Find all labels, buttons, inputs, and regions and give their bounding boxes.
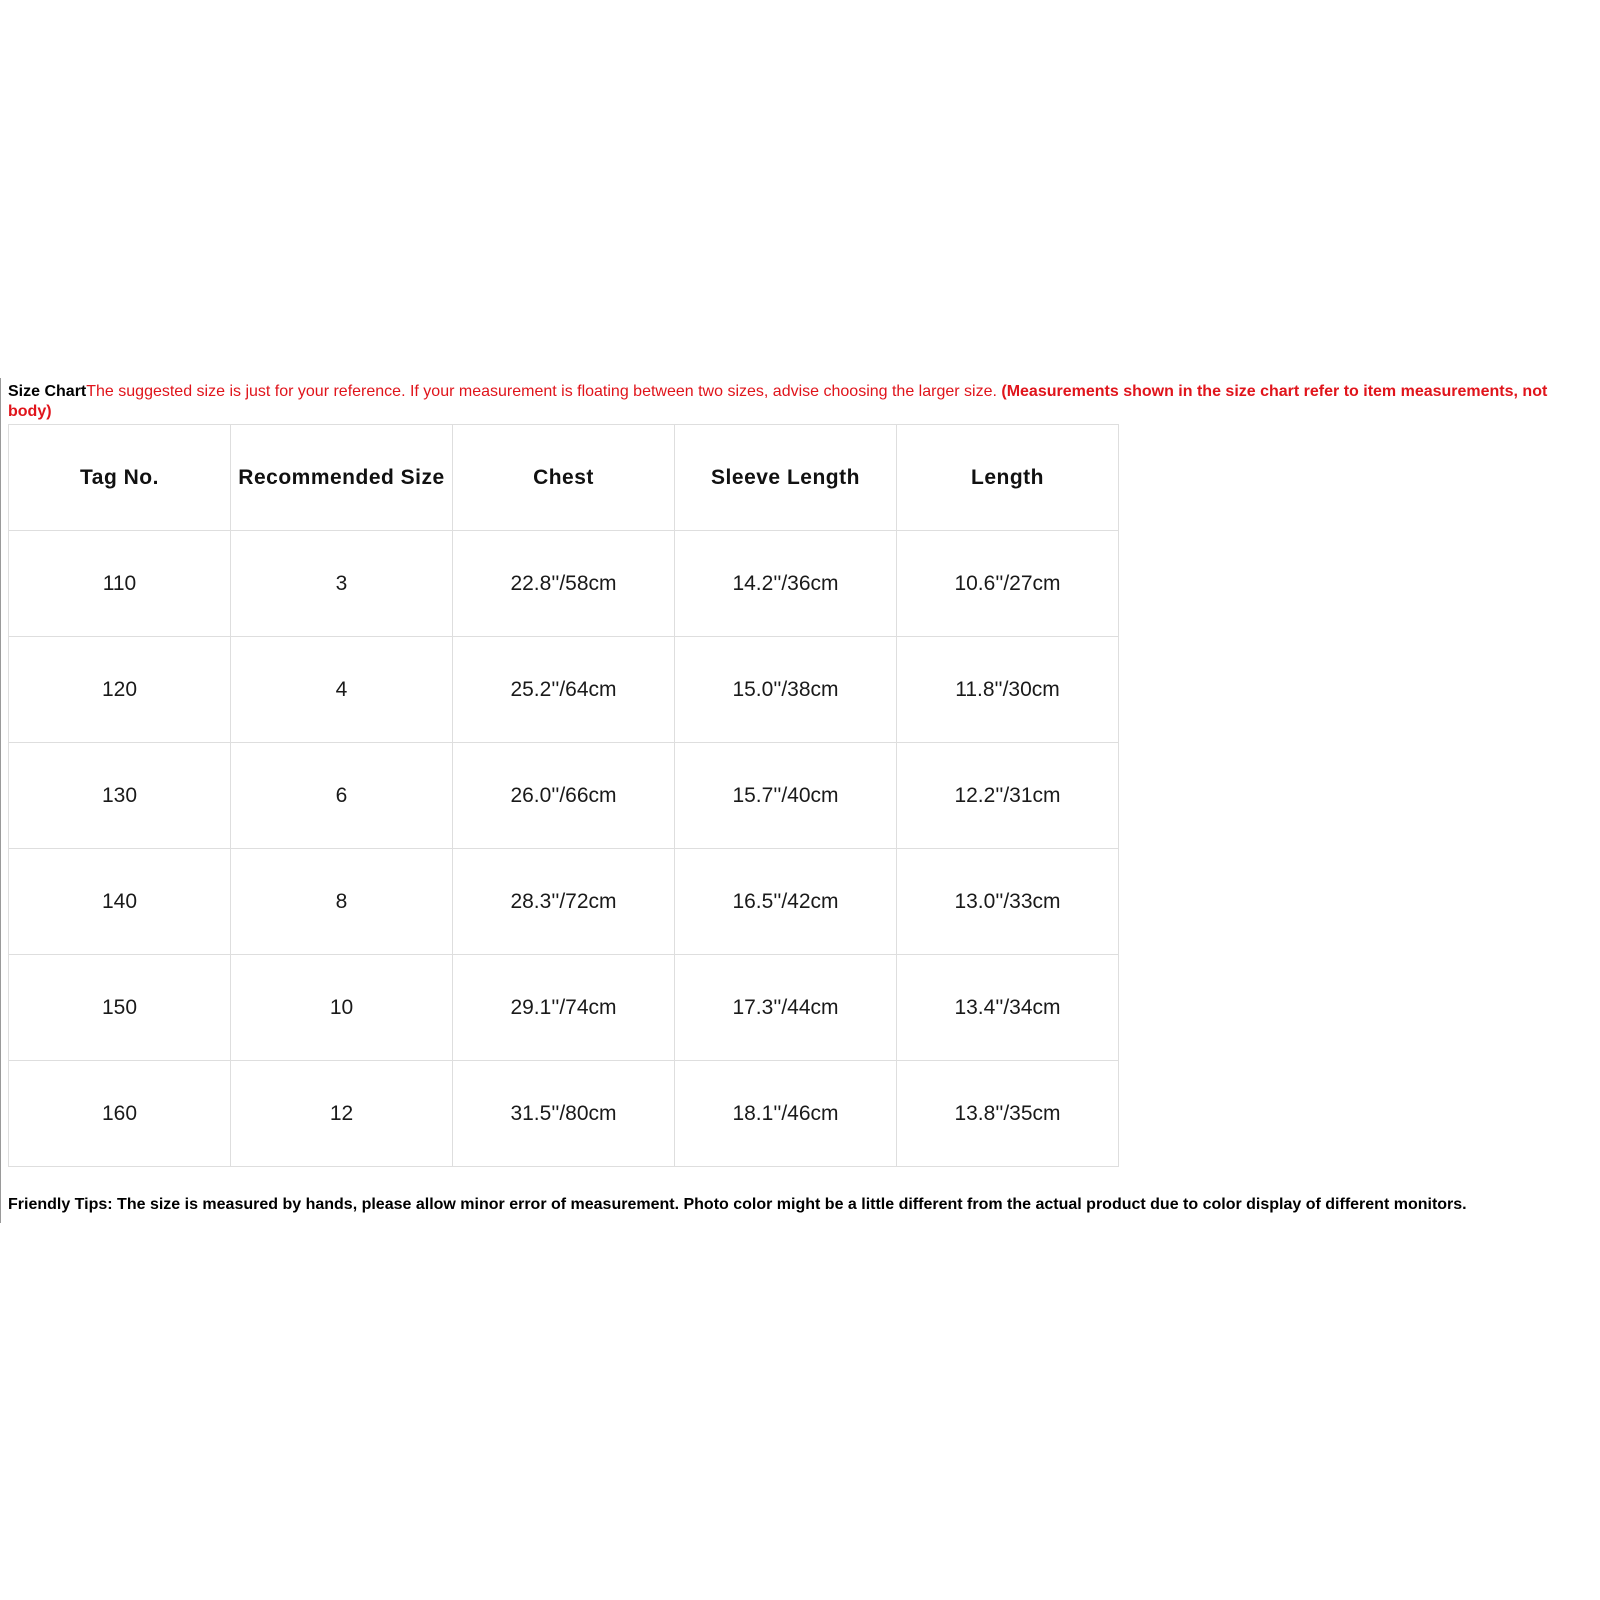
cell-chest: 25.2''/64cm bbox=[453, 637, 675, 743]
table-row bbox=[9, 743, 1119, 849]
header-length: Length bbox=[897, 425, 1119, 531]
cell-sleeve-length: 18.1''/46cm bbox=[675, 1061, 897, 1167]
cell-tag-no: 160 bbox=[9, 1061, 231, 1167]
cell-chest: 29.1''/74cm bbox=[453, 955, 675, 1061]
cell-tag-no: 130 bbox=[9, 743, 231, 849]
cell-recommended-size: 3 bbox=[231, 531, 453, 637]
cell-recommended-size: 8 bbox=[231, 849, 453, 955]
cell-chest: 26.0''/66cm bbox=[453, 743, 675, 849]
measurement-disclaimer: (Measurements shown in the size chart refer to item measurements, not body) bbox=[8, 383, 1548, 420]
header-recommended-size: Recommended Size bbox=[231, 425, 453, 531]
cell-chest: 22.8''/58cm bbox=[453, 531, 675, 637]
cell-sleeve-length: 17.3''/44cm bbox=[675, 955, 897, 1061]
cell-length: 13.0''/33cm bbox=[897, 849, 1119, 955]
cell-chest: 31.5''/80cm bbox=[453, 1061, 675, 1167]
header-chest: Chest bbox=[453, 425, 675, 531]
cell-sleeve-length: 16.5''/42cm bbox=[675, 849, 897, 955]
cell-recommended-size: 6 bbox=[231, 743, 453, 849]
cell-tag-no: 140 bbox=[9, 849, 231, 955]
cell-length: 10.6''/27cm bbox=[897, 531, 1119, 637]
cell-length: 13.4''/34cm bbox=[897, 955, 1119, 1061]
cell-tag-no: 110 bbox=[9, 531, 231, 637]
cell-length: 12.2''/31cm bbox=[897, 743, 1119, 849]
table-row bbox=[9, 849, 1119, 955]
cell-recommended-size: 12 bbox=[231, 1061, 453, 1167]
friendly-tips: Friendly Tips: The size is measured by hands, please allow minor error of measurement. Photo color might be a little different from the actual product due to color display of different monitors. bbox=[8, 1196, 1467, 1213]
cell-length: 13.8''/35cm bbox=[897, 1061, 1119, 1167]
table-row bbox=[9, 955, 1119, 1061]
cell-sleeve-length: 14.2''/36cm bbox=[675, 531, 897, 637]
cell-recommended-size: 10 bbox=[231, 955, 453, 1061]
size-table bbox=[8, 424, 1119, 1167]
cell-tag-no: 120 bbox=[9, 637, 231, 743]
header-sleeve-length: Sleeve Length bbox=[675, 425, 897, 531]
cell-tag-no: 150 bbox=[9, 955, 231, 1061]
size-chart-note: The suggested size is just for your reference. If your measurement is floating between two sizes, advise choosing the larger size. bbox=[86, 383, 1002, 400]
size-chart-title: Size Chart bbox=[8, 383, 87, 400]
table-row bbox=[9, 531, 1119, 637]
header-tag-no: Tag No. bbox=[9, 425, 231, 531]
cell-sleeve-length: 15.0''/38cm bbox=[675, 637, 897, 743]
cell-sleeve-length: 15.7''/40cm bbox=[675, 743, 897, 849]
cell-recommended-size: 4 bbox=[231, 637, 453, 743]
size-chart-intro bbox=[8, 382, 1592, 422]
size-chart-section bbox=[0, 378, 1600, 1223]
table-header-row bbox=[9, 425, 1119, 531]
table-row bbox=[9, 637, 1119, 743]
cell-length: 11.8''/30cm bbox=[897, 637, 1119, 743]
table-row bbox=[9, 1061, 1119, 1167]
cell-chest: 28.3''/72cm bbox=[453, 849, 675, 955]
